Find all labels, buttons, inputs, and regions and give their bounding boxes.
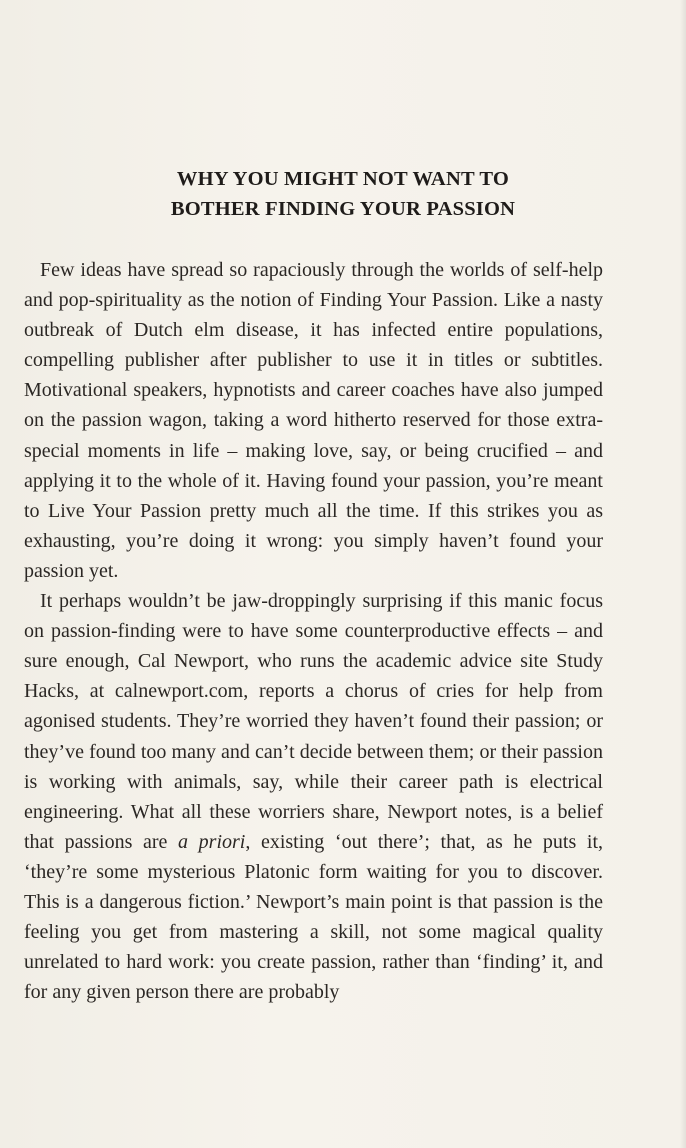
heading-line-1: WHY YOU MIGHT NOT WANT TO (176, 168, 510, 190)
paragraph-1: Few ideas have spread so rapaciously through the worlds of self-help and pop-spirituality as the notion of Finding Your Passion. Like a nasty outbreak of Dutch elm disease, it has infected entire populations, compelling publisher after publisher to use it in titles or subtitles. Motivational speakers, hypnotists and career coaches have also jumped on the passion wagon, taking a word hitherto reserved for those extra-special moments in life – making love, say, or being crucified – and applying it to the whole of it. Having found your passion, you’re meant to Live Your Passion pretty much all the time. If this strikes you as exhausting, you’re doing it wrong: you simply haven’t found your passion yet. (24, 259, 603, 582)
paragraph-2 (24, 586, 603, 1007)
paragraph-2-italic-term: a priori (178, 830, 246, 853)
section-heading (0, 164, 686, 224)
heading-line-2: BOTHER FINDING YOUR PASSION (170, 198, 516, 220)
body-text (24, 255, 603, 1007)
paragraph-2-text-start: It perhaps wouldn’t be jaw-droppingly surprising if this manic focus on passion-finding were to have some counterproductive effects – and sure enough, Cal Newport, who runs the academic advice site Study Hacks, at calnewport.com, reports a chorus of cries for help from agonised students. They’re worried they haven’t found their passion; or they’ve found too many and can’t decide between them; or their passion is working with animals, say, while their career path is electrical engineering. What all these worriers share, Newport notes, is a belief that passions are (24, 590, 603, 853)
paragraph-2-text-end: , existing ‘out there’; that, as he puts it, ‘they’re some mysterious Platonic form waiting for you to discover. This is a dangerous fiction.’ Newport’s main point is that passion is the feeling you get from mastering a skill, not some magical quality unrelated to hard work: you create passion, rather than ‘finding’ it, and for any given person there are probably (24, 830, 603, 1004)
